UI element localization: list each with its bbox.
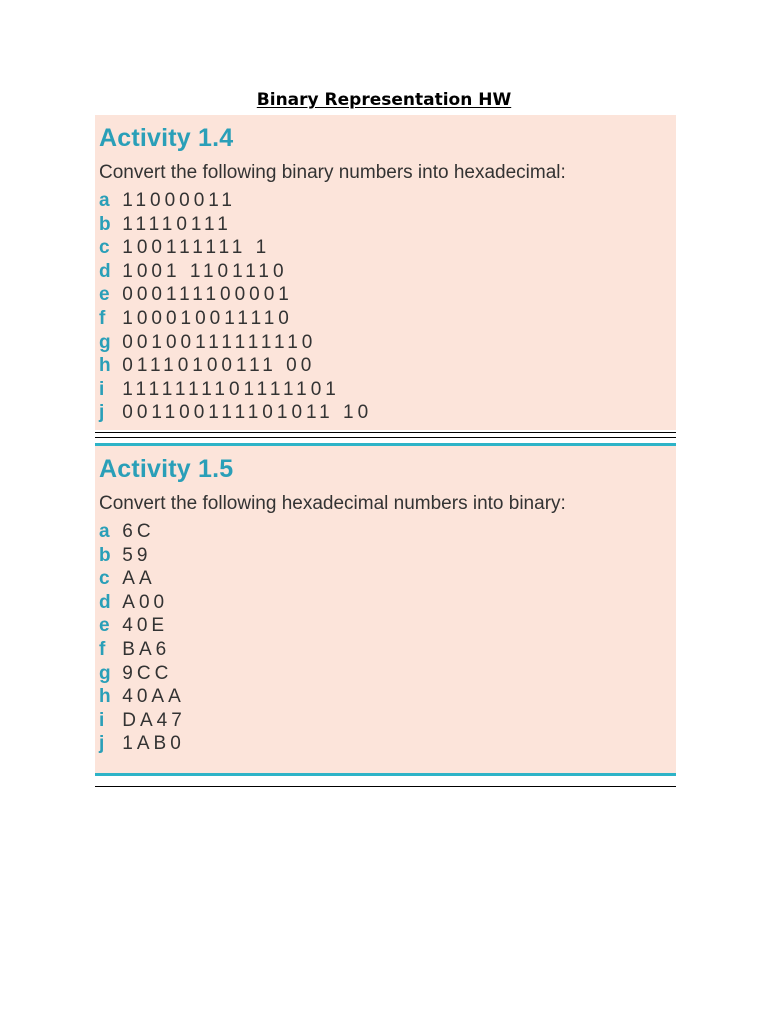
page-title: Binary Representation HW bbox=[256, 90, 512, 110]
exercise-item bbox=[99, 354, 676, 378]
item-value: 100111111 1 bbox=[122, 237, 271, 259]
item-letter: d bbox=[99, 260, 111, 282]
activity-1-5-panel bbox=[95, 446, 676, 773]
item-value: DA47 bbox=[122, 709, 186, 731]
item-letter: c bbox=[99, 568, 110, 590]
item-value: 1AB0 bbox=[122, 733, 185, 755]
exercise-list bbox=[99, 189, 676, 425]
item-value: 40AA bbox=[122, 686, 185, 708]
item-value: 001100111101011 10 bbox=[122, 402, 373, 424]
item-value: 9CC bbox=[122, 662, 173, 684]
item-value: 100010011110 bbox=[122, 307, 293, 329]
item-value: 000111100001 bbox=[122, 284, 293, 306]
exercise-item bbox=[99, 401, 676, 425]
item-letter: j bbox=[99, 402, 105, 424]
divider-line bbox=[95, 437, 676, 438]
exercise-item bbox=[99, 638, 676, 662]
item-value: 11110111 bbox=[122, 213, 232, 235]
item-value: 1001 1101110 bbox=[122, 260, 288, 282]
exercise-item bbox=[99, 709, 676, 733]
item-letter: a bbox=[99, 521, 110, 542]
divider-line bbox=[95, 432, 676, 433]
exercise-item bbox=[99, 520, 676, 544]
item-letter: a bbox=[99, 190, 110, 211]
item-value: 01110100111 00 bbox=[122, 355, 316, 377]
item-letter: b bbox=[99, 213, 111, 235]
exercise-list bbox=[99, 520, 676, 756]
item-letter: b bbox=[99, 544, 111, 566]
exercise-item bbox=[99, 567, 676, 591]
activity-1-4-panel bbox=[95, 115, 676, 430]
item-letter: h bbox=[99, 355, 111, 377]
item-value: AA bbox=[122, 568, 156, 590]
item-letter: e bbox=[99, 615, 110, 637]
activity-heading: Activity 1.4 bbox=[99, 124, 234, 152]
accent-divider bbox=[95, 773, 676, 776]
item-value: 1111111101111101 bbox=[122, 378, 340, 400]
item-letter: e bbox=[99, 284, 110, 306]
activity-instruction: Convert the following binary numbers into hexadecimal: bbox=[99, 162, 566, 183]
item-letter: f bbox=[99, 307, 106, 329]
item-letter: c bbox=[99, 237, 110, 259]
exercise-item bbox=[99, 307, 676, 331]
item-value: 11000011 bbox=[122, 190, 236, 211]
item-letter: i bbox=[99, 378, 105, 400]
item-value: 40E bbox=[122, 615, 169, 637]
item-value: 6C bbox=[122, 521, 155, 542]
exercise-item bbox=[99, 331, 676, 355]
exercise-item bbox=[99, 544, 676, 568]
item-letter: f bbox=[99, 638, 106, 660]
activity-instruction: Convert the following hexadecimal numbers into binary: bbox=[99, 493, 566, 514]
exercise-item bbox=[99, 732, 676, 756]
exercise-item bbox=[99, 662, 676, 686]
item-letter: g bbox=[99, 331, 111, 353]
item-value: 59 bbox=[122, 544, 152, 566]
exercise-item bbox=[99, 614, 676, 638]
exercise-item bbox=[99, 591, 676, 615]
exercise-item bbox=[99, 378, 676, 402]
divider-line bbox=[95, 786, 676, 787]
exercise-item bbox=[99, 236, 676, 260]
item-letter: h bbox=[99, 686, 111, 708]
activity-heading: Activity 1.5 bbox=[99, 455, 234, 483]
exercise-item bbox=[99, 685, 676, 709]
exercise-item bbox=[99, 189, 676, 213]
exercise-item bbox=[99, 260, 676, 284]
exercise-item bbox=[99, 213, 676, 237]
item-letter: d bbox=[99, 591, 111, 613]
item-value: BA6 bbox=[122, 638, 171, 660]
item-letter: g bbox=[99, 662, 111, 684]
item-letter: i bbox=[99, 709, 105, 731]
exercise-item bbox=[99, 283, 676, 307]
item-value: A00 bbox=[122, 591, 169, 613]
item-letter: j bbox=[99, 733, 105, 755]
item-value: 00100111111110 bbox=[122, 331, 317, 353]
